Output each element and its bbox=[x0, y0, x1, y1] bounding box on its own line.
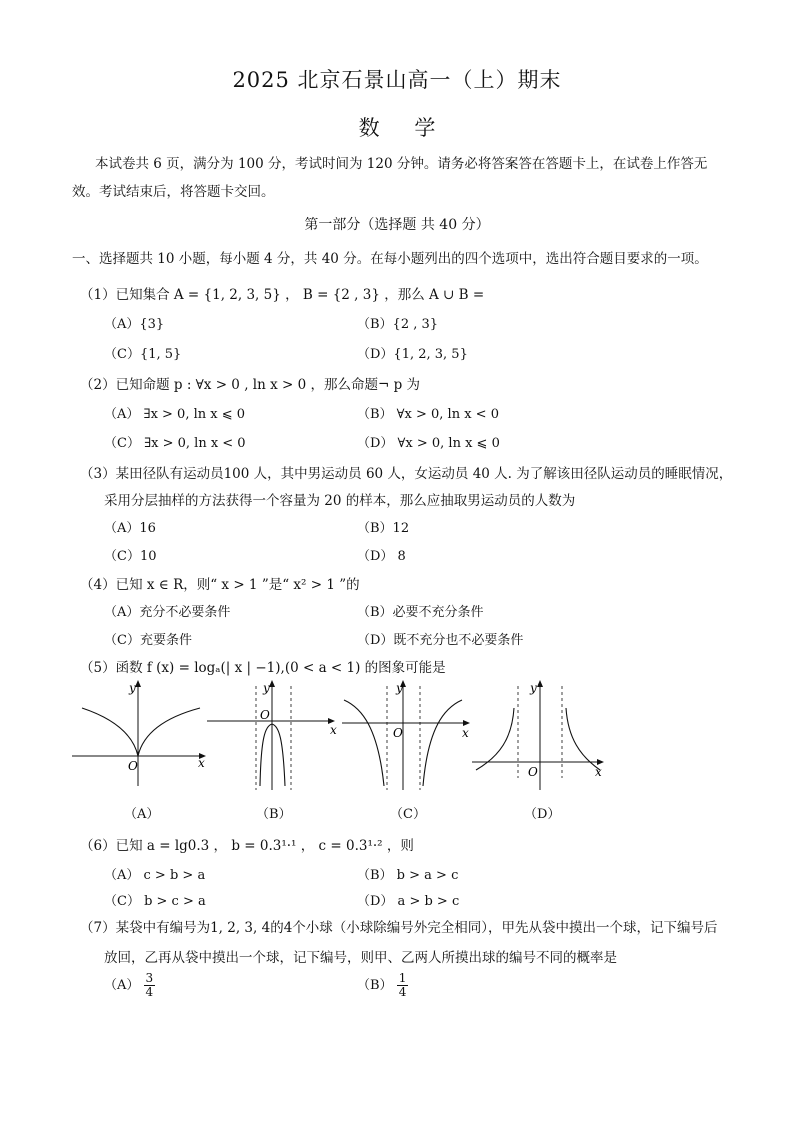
graph-d-curve-right bbox=[566, 708, 600, 770]
q7-b-numerator: 1 bbox=[398, 971, 407, 985]
subject-title: 数 学 bbox=[358, 116, 436, 140]
graph-a-curve-right bbox=[138, 708, 200, 756]
graph-d-x-label: x bbox=[595, 765, 602, 779]
graph-a bbox=[70, 678, 210, 796]
graph-d-label: （D） bbox=[524, 807, 561, 822]
q1-option-c: （C）{1, 5} bbox=[104, 347, 182, 362]
q4-option-a: （A）充分不必要条件 bbox=[104, 605, 231, 620]
q7-option-a bbox=[104, 972, 155, 999]
q4-option-c: （C）充要条件 bbox=[104, 633, 192, 648]
q3-option-a: （A）16 bbox=[104, 521, 156, 536]
part-note: （选择题 共 40 分） bbox=[360, 217, 490, 233]
graph-a-label: （A） bbox=[124, 807, 160, 822]
graph-d bbox=[470, 678, 610, 796]
graph-c-x-label: x bbox=[462, 726, 469, 740]
graph-d-y-label: y bbox=[530, 681, 537, 695]
q6-option-d: （D） a > b > c bbox=[357, 894, 460, 909]
question-6-stem: （6）已知 a = lg0.3 ， b = 0.3¹·¹ ， c = 0.3¹·² ，则 bbox=[80, 838, 414, 854]
graph-a-origin: O bbox=[128, 759, 138, 773]
graph-b-x-label: x bbox=[330, 723, 337, 737]
q3-option-d: （D） 8 bbox=[357, 549, 406, 564]
q6-option-c: （C） b > c > a bbox=[104, 894, 206, 909]
q4-option-b: （B）必要不充分条件 bbox=[357, 605, 484, 620]
q2-option-a: （A） ∃x > 0, ln x ⩽ 0 bbox=[104, 407, 246, 422]
q1-option-d: （D）{1, 2, 3, 5} bbox=[357, 347, 468, 362]
graph-d-origin: O bbox=[528, 765, 538, 779]
graph-b-y-label: y bbox=[263, 681, 270, 695]
q7-b-denominator: 4 bbox=[398, 985, 407, 999]
q2-option-b: （B） ∀x > 0, ln x < 0 bbox=[357, 407, 499, 422]
graph-c-label: （C） bbox=[390, 807, 426, 822]
graph-a-x-label: x bbox=[198, 756, 205, 770]
q3-option-b: （B）12 bbox=[357, 521, 410, 536]
q4-option-d: （D）既不充分也不必要条件 bbox=[357, 633, 524, 648]
graph-c bbox=[340, 678, 475, 796]
q1-option-b: （B）{2 , 3} bbox=[357, 317, 439, 332]
q7-a-numerator: 3 bbox=[145, 971, 154, 985]
instructions-line1: 本试卷共 6 页，满分为 100 分，考试时间为 120 分钟。请务必将答案答在答题卡上，在试卷上作答无 bbox=[95, 156, 708, 172]
graph-b-origin: O bbox=[260, 708, 270, 722]
q6-option-b: （B） b > a > c bbox=[357, 868, 459, 883]
graph-c-origin: O bbox=[393, 726, 403, 740]
q2-option-c: （C） ∃x > 0, ln x < 0 bbox=[104, 436, 246, 451]
q7-a-denominator: 4 bbox=[145, 985, 154, 999]
q2-option-d: （D） ∀x > 0, ln x ⩽ 0 bbox=[357, 436, 500, 451]
q6-option-a: （A） c > b > a bbox=[104, 868, 206, 883]
graph-a-curve-left bbox=[82, 708, 138, 756]
question-7-stem-line2: 放回，乙再从袋中摸出一个球，记下编号，则甲、乙两人所摸出球的编号不同的概率是 bbox=[104, 950, 617, 966]
graph-b bbox=[205, 678, 340, 796]
graph-c-curve-right bbox=[423, 700, 462, 786]
q7-option-a-label: （A） bbox=[104, 978, 140, 993]
graph-c-y-label: y bbox=[396, 681, 403, 695]
graph-d-curve-left bbox=[476, 708, 514, 770]
exam-title: 2025 北京石景山高一（上）期末 bbox=[232, 68, 562, 92]
question-3-stem-line2: 采用分层抽样的方法获得一个容量为 20 的样本，那么应抽取男运动员的人数为 bbox=[104, 493, 576, 509]
question-2-stem: （2）已知命题 p : ∀x > 0 , ln x > 0 ，那么命题¬ p 为 bbox=[80, 377, 420, 393]
instructions-line2: 效。考试结束后，将答题卡交回。 bbox=[72, 184, 275, 200]
part-title: 第一部分 bbox=[304, 217, 361, 233]
question-1-stem: （1）已知集合 A = {1, 2, 3, 5} ， B = {2 , 3} ，那么 A ∪ B = bbox=[80, 287, 485, 303]
q7-option-b-fraction bbox=[397, 972, 409, 999]
graph-b-label: （B） bbox=[256, 807, 292, 822]
q7-option-b bbox=[357, 972, 408, 999]
q7-option-b-label: （B） bbox=[357, 978, 393, 993]
part-instruction: 一、选择题共 10 小题，每小题 4 分，共 40 分。在每小题列出的四个选项中，选出符合题目要求的一项。 bbox=[72, 251, 708, 267]
part-heading bbox=[0, 214, 794, 234]
q7-option-a-fraction bbox=[144, 972, 156, 999]
q3-option-c: （C）10 bbox=[104, 549, 157, 564]
question-3-stem: （3）某田径队有运动员100 人，其中男运动员 60 人，女运动员 40 人. 为了解该田径队运动员的睡眠情况， bbox=[80, 466, 733, 482]
q1-option-a: （A）{3} bbox=[104, 317, 165, 332]
graph-a-y-label: y bbox=[129, 681, 136, 695]
question-4-stem: （4）已知 x ∈ R，则“ x > 1 ”是“ x² > 1 ”的 bbox=[80, 577, 360, 593]
graph-c-curve-left bbox=[344, 700, 384, 786]
question-5-stem: （5）函数 f (x) = logₐ(| x | −1),(0 < a < 1) 的图象可能是 bbox=[80, 660, 446, 676]
question-7-stem: （7）某袋中有编号为1, 2, 3, 4的4个小球（小球除编号外完全相同），甲先从袋中摸出一个球，记下编号后 bbox=[80, 920, 718, 936]
